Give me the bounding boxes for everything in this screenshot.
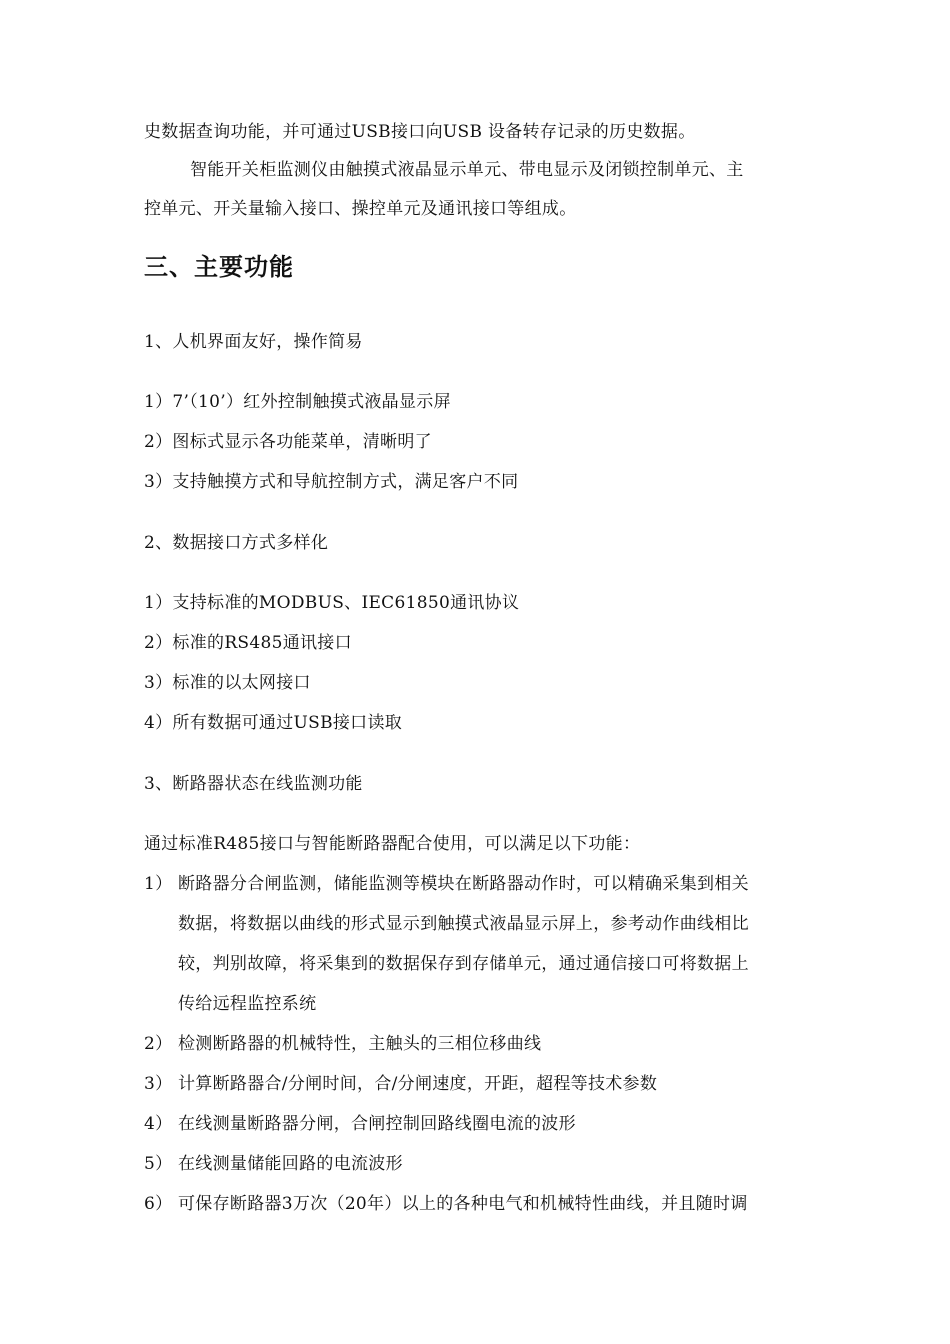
list-item-number: 3）	[144, 1074, 173, 1094]
list-item: 3）标准的以太网接口	[144, 673, 311, 693]
list-item-text: 在线测量储能回路的电流波形	[178, 1154, 403, 1174]
feature-intro: 通过标准R485接口与智能断路器配合使用，可以满足以下功能：	[144, 834, 641, 854]
list-item-text: 可保存断路器3万次（20年）以上的各种电气和机械特性曲线，并且随时调	[178, 1194, 748, 1214]
list-item-number: 5）	[144, 1154, 173, 1174]
list-item-text: 在线测量断路器分闸，合闸控制回路线圈电流的波形	[178, 1114, 576, 1134]
list-item: 2）标准的RS485通讯接口	[144, 633, 352, 653]
list-item-number: 1）	[144, 874, 173, 894]
list-item-number: 6）	[144, 1194, 173, 1214]
paragraph-line: 控单元、开关量输入接口、操控单元及通讯接口等组成。	[144, 199, 577, 219]
paragraph-line: 智能开关柜监测仪由触摸式液晶显示单元、带电显示及闭锁控制单元、主	[190, 160, 744, 180]
list-item: 3）支持触摸方式和导航控制方式，满足客户不同	[144, 472, 519, 492]
list-item: 1）支持标准的MODBUS、IEC61850通讯协议	[144, 593, 520, 613]
feature-title: 2、数据接口方式多样化	[144, 533, 329, 553]
list-item-number: 2）	[144, 1034, 173, 1054]
list-item-text: 计算断路器合/分闸时间，合/分闸速度，开距，超程等技术参数	[178, 1074, 658, 1094]
list-item-number: 4）	[144, 1114, 173, 1134]
section-heading: 三、主要功能	[144, 253, 294, 281]
list-item-text: 检测断路器的机械特性，主触头的三相位移曲线	[178, 1034, 542, 1054]
paragraph-line: 史数据查询功能，并可通过USB接口向USB 设备转存记录的历史数据。	[144, 122, 696, 142]
list-item-text: 传给远程监控系统	[178, 994, 317, 1014]
feature-title: 3、断路器状态在线监测功能	[144, 774, 363, 794]
list-item: 1）7’（10’）红外控制触摸式液晶显示屏	[144, 392, 451, 412]
list-item-text: 较，判别故障，将采集到的数据保存到存储单元，通过通信接口可将数据上	[178, 954, 749, 974]
feature-title: 1、人机界面友好，操作简易	[144, 332, 363, 352]
list-item-text: 数据，将数据以曲线的形式显示到触摸式液晶显示屏上，参考动作曲线相比	[178, 914, 749, 934]
list-item: 4）所有数据可通过USB接口读取	[144, 713, 403, 733]
list-item: 2）图标式显示各功能菜单，清晰明了	[144, 432, 432, 452]
list-item-text: 断路器分合闸监测，储能监测等模块在断路器动作时，可以精确采集到相关	[178, 874, 749, 894]
